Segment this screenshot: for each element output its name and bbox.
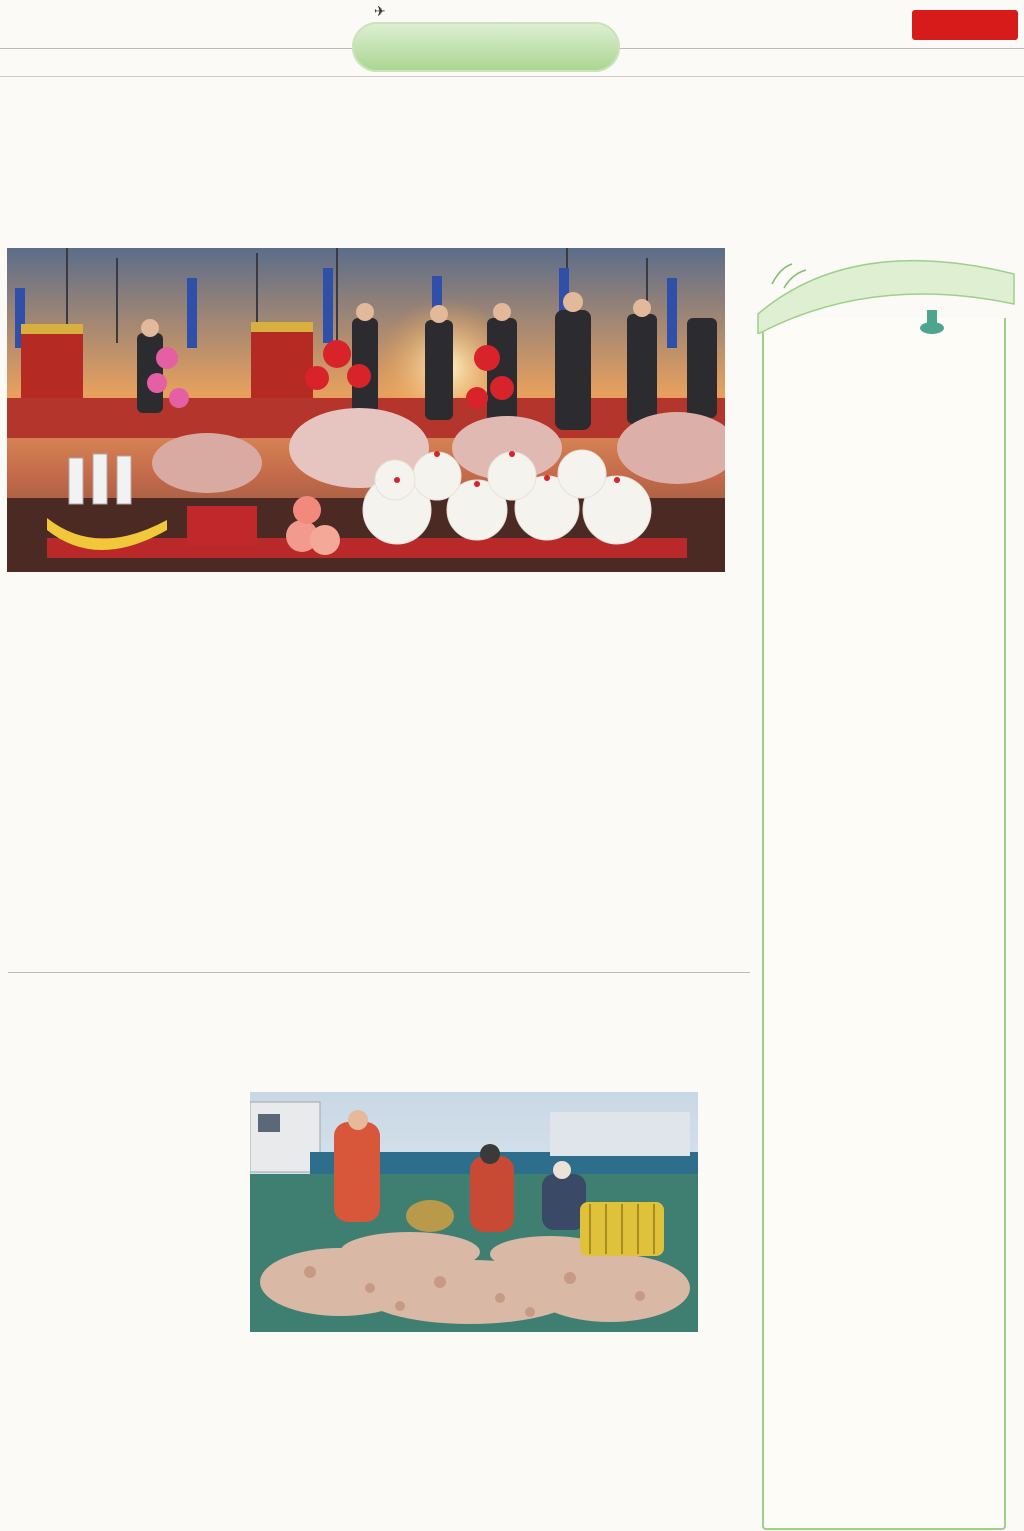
main-article-column-2 [248,612,464,968]
octopus-harvest-image [250,1092,698,1332]
header-rule-lower [0,76,1024,77]
seafood-article-column-2 [248,1354,466,1528]
seafood-article-column-1 [8,1002,218,1528]
festival-offerings-photo [7,248,725,572]
sidebar-header-graphic [752,244,1020,334]
article-divider [8,972,750,973]
section-banner [352,22,620,72]
seafood-article-column-3 [492,1354,724,1528]
main-article-column-1 [8,612,218,968]
newspaper-logo [912,10,1018,40]
swallow-icon: ✈ [374,4,386,20]
festival-offerings-image [7,248,725,572]
main-article-column-3 [492,612,724,968]
octopus-harvest-photo [250,1092,698,1332]
sidebar-story1-text [786,456,978,882]
